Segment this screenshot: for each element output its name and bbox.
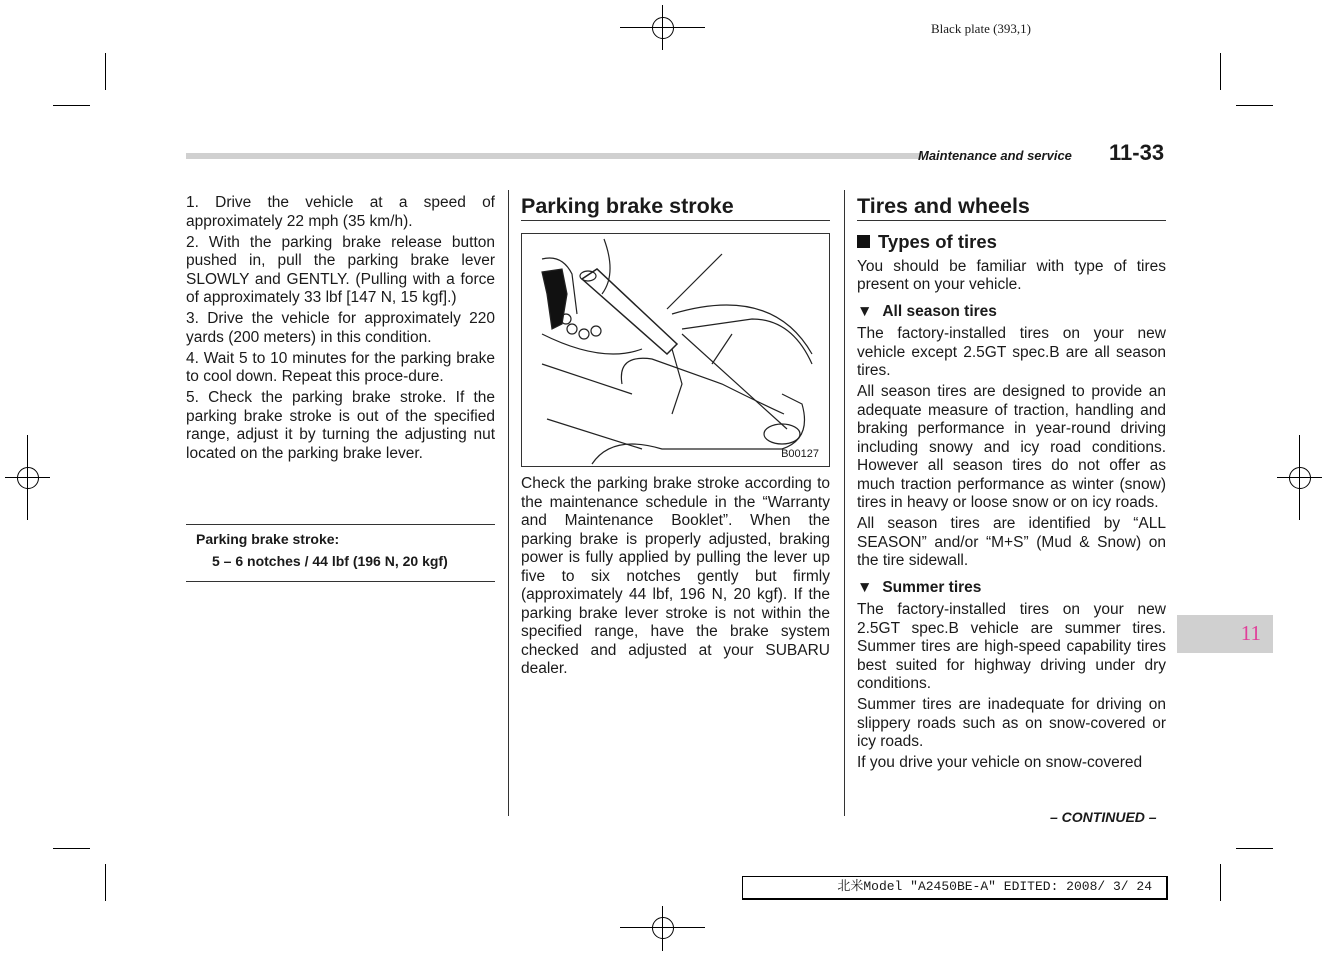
square-bullet-icon	[857, 235, 870, 248]
crop-mark	[1220, 53, 1221, 90]
spec-box	[186, 524, 495, 582]
step: 1. Drive the vehicle at a speed of approximately 22 mph (35 km/h).	[186, 194, 495, 230]
column-divider	[508, 190, 509, 816]
step: 4. Wait 5 to 10 minutes for the parking brake to cool down. Repeat this proce-dure.	[186, 349, 495, 385]
subsubheading-text: Summer tires	[882, 578, 982, 596]
registration-mark	[652, 917, 674, 939]
paragraph: All season tires are identified by “ALL SEASON” and/or “M+S” (Mud & Snow) on the tire sidewall.	[857, 515, 1166, 569]
plate-label: Black plate (393,1)	[931, 21, 1031, 36]
section-heading: Parking brake stroke	[521, 193, 830, 221]
registration-mark	[652, 17, 674, 39]
parking-brake-lever-illustration	[522, 234, 829, 466]
crop-mark	[1236, 105, 1273, 106]
subsubheading	[857, 303, 1166, 322]
paragraph: You should be familiar with type of tires present on your vehicle.	[857, 257, 1166, 293]
figure-code: B00127	[781, 448, 819, 460]
chapter-tab	[1177, 615, 1273, 653]
subheading-text: Types of tires	[878, 231, 997, 252]
paragraph: Check the parking brake stroke according to the maintenance schedule in the “Warranty and Maintenance Booklet”. When the parking brake is properly adjusted, braking power is fully applied by pulling the lever up five to six notches gently but firmly (approximately 44 lbf, 196 N, 20 kgf). If the parking brake lever stroke is not within the specified range, have the brake system checked and adjusted at your SUBARU dealer.	[521, 475, 830, 677]
registration-mark	[17, 467, 39, 489]
step: 3. Drive the vehicle for approximately 220 yards (200 meters) in this condition.	[186, 310, 495, 346]
tires-column	[857, 193, 1166, 775]
section-heading: Tires and wheels	[857, 193, 1166, 221]
crop-mark	[1220, 864, 1221, 901]
step: 2. With the parking brake release button pushed in, pull the parking brake lever SLOWLY and GENTLY. (Pulling with a force of approximately 33 lbf [147 N, 15 kgf].)	[186, 233, 495, 306]
paragraph: If you drive your vehicle on snow-covered	[857, 754, 1143, 771]
crop-mark	[105, 864, 106, 901]
spec-value: 5 – 6 notches / 44 lbf (196 N, 20 kgf)	[212, 553, 448, 569]
subsubheading-text: All season tires	[882, 302, 997, 320]
footer-stamp	[742, 876, 1168, 900]
triangle-down-icon: ▼	[857, 302, 873, 320]
registration-mark	[1289, 467, 1311, 489]
section-title: Maintenance and service	[918, 148, 1072, 163]
page-number: 11-33	[1109, 140, 1165, 165]
crop-mark	[53, 105, 90, 106]
crop-mark	[105, 53, 106, 90]
footer-text: 北米Model "A2450BE-A" EDITED: 2008/ 3/ 24	[837, 879, 1152, 894]
column-divider	[844, 190, 845, 816]
parking-brake-column	[521, 193, 830, 679]
subsubheading	[857, 579, 1166, 598]
paragraph: The factory-installed tires on your new 2.5GT spec.B vehicle are summer tires. Summer tires are high-speed capability tires best suited for highway driving under dry conditions.	[857, 601, 1166, 692]
crop-mark	[1236, 848, 1273, 849]
subheading	[857, 233, 1166, 252]
continued-label: – CONTINUED –	[1050, 809, 1157, 825]
chapter-number: 11	[1240, 621, 1261, 645]
parking-brake-figure	[521, 233, 830, 467]
triangle-down-icon: ▼	[857, 578, 873, 596]
paragraph: The factory-installed tires on your new vehicle except 2.5GT spec.B are all season tires.	[857, 325, 1166, 379]
paragraph: Summer tires are inadequate for driving on slippery roads such as on snow-covered or icy roads.	[857, 696, 1166, 750]
header-bar	[186, 153, 921, 159]
paragraph: All season tires are designed to provide an adequate measure of traction, handling and braking performance in year-round driving including snowy and icy road conditions. However all season tires do not offer as much traction performance as winter (snow) tires in heavy or loose snow or on icy roads.	[857, 383, 1166, 511]
spec-label: Parking brake stroke:	[196, 531, 340, 547]
crop-mark	[53, 848, 90, 849]
step: 5. Check the parking brake stroke. If the parking brake stroke is out of the specified range, adjust it by turning the adjusting nut located on the parking brake lever.	[186, 389, 495, 462]
steps-column	[186, 194, 495, 466]
